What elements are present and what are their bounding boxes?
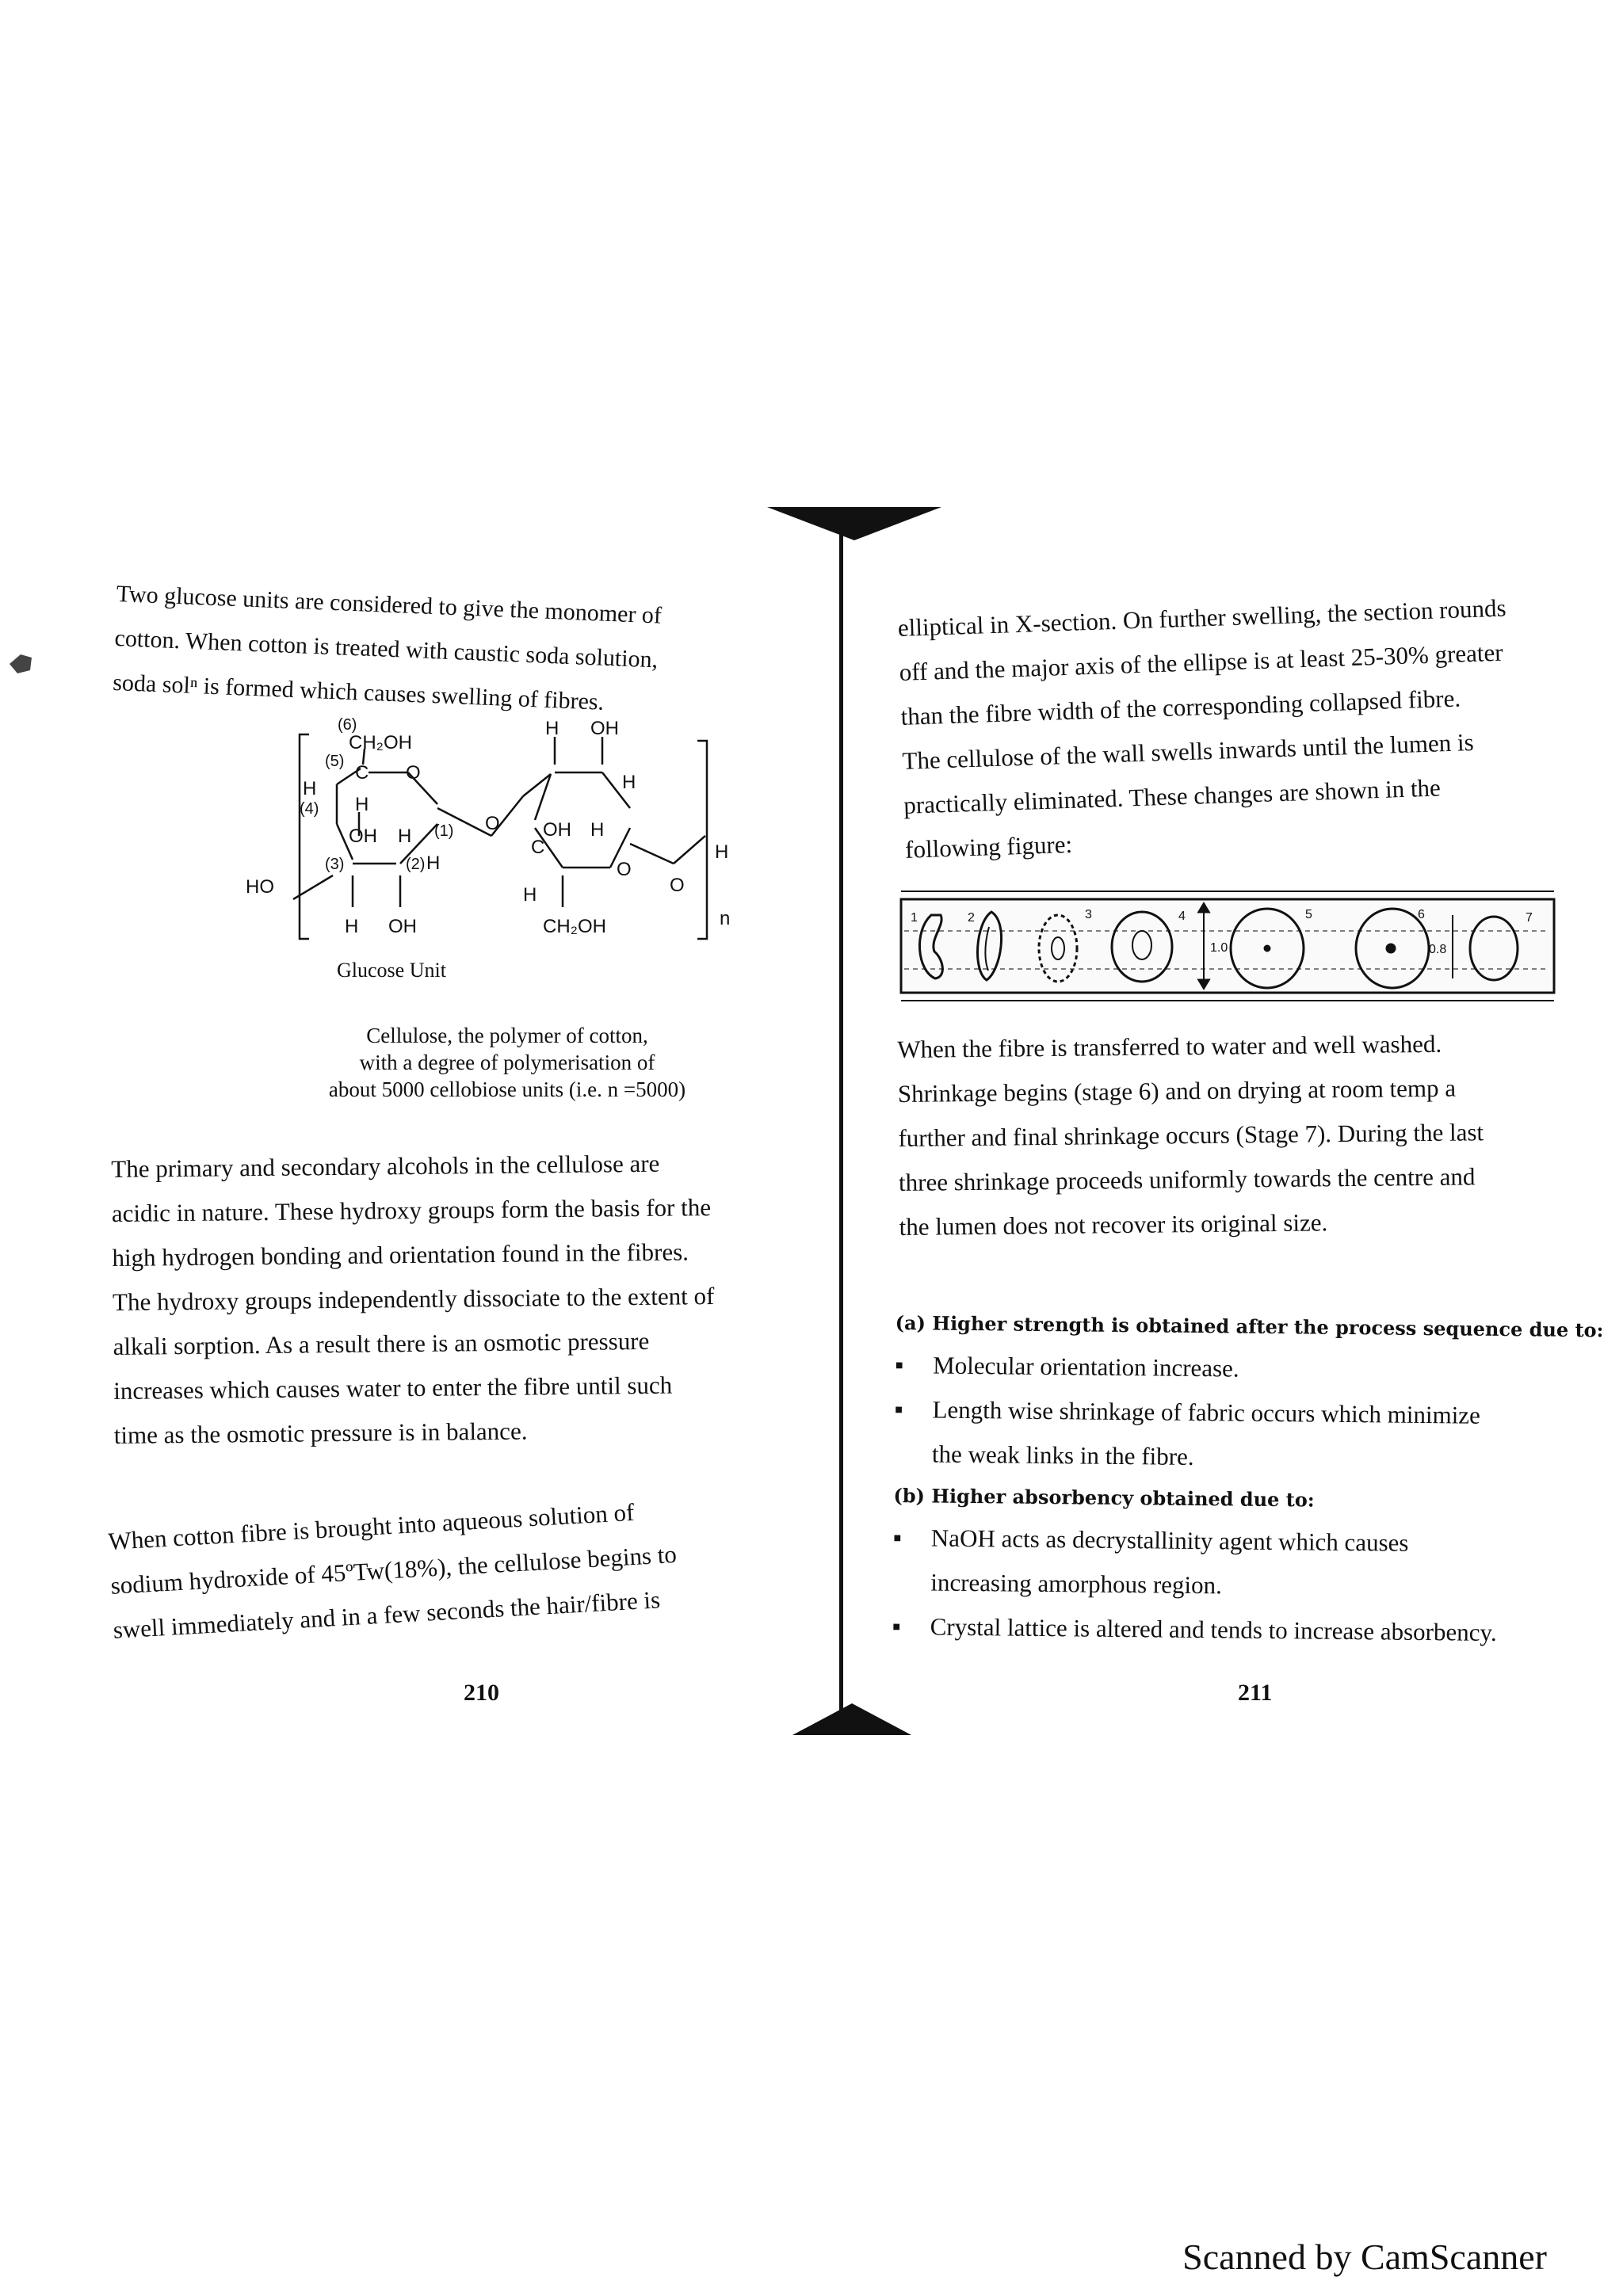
bullet-icon: ▪ [892,1611,901,1641]
text-line: off and the major axis of the ellipse is at least 25-30% greater [899,638,1504,686]
structure-label: H [355,794,369,815]
scanner-watermark: Scanned by CamScanner [1182,2237,1547,2277]
stage-label: 3 [1085,908,1092,921]
structure-label: OH [388,916,417,937]
text-line: The hydroxy groups independently dissociate to the extent of [112,1282,715,1316]
structure-label: O [670,875,685,896]
stage-label: 0.8 [1429,943,1447,956]
structure-label: n [720,908,731,929]
stage-label: 5 [1305,908,1312,921]
list-item [892,1516,1602,1611]
structure-label: H [303,778,317,799]
text-line: Shrinkage begins (stage 6) and on drying at room temp a [897,1074,1457,1108]
text-line: swell immediately and in a few seconds the hair/fibre is [112,1585,661,1644]
structure-label: (2) [406,856,426,873]
left-hydroxy-paragraph [111,1141,716,1458]
left-page-number: 210 [464,1680,499,1706]
list-item [894,1387,1603,1483]
list-item [892,1604,1600,1656]
structure-label: O [617,859,632,880]
structure-label: OH [590,718,619,739]
structure-label: (5) [325,753,345,770]
list-item [895,1343,1603,1394]
left-intro-paragraph [112,572,663,727]
bullet-text: Crystal lattice is altered and tends to increase absorbency. [930,1612,1497,1646]
structure-label: H [590,819,605,841]
text-line: further and final shrinkage occurs (Stage 7). During the last [898,1118,1484,1152]
structure-label: (3) [325,856,345,873]
structure-label: H [345,916,359,937]
right-shrinkage-paragraph [897,1021,1485,1249]
right-swelling-paragraph [897,586,1514,872]
structure-label: H [622,772,636,793]
stage-label: 6 [1418,908,1425,921]
structure-label: HO [246,876,274,898]
structure-label: CH₂OH [543,916,606,937]
bullet-icon: ▪ [892,1523,903,1552]
text-line: When the fibre is transferred to water and well washed. [897,1029,1442,1063]
heading-higher-strength: (a) Higher strength is obtained after the process sequence due to: [895,1310,1604,1342]
bullet-icon: ▪ [895,1350,904,1379]
structure-label: CH₂OH [349,732,412,753]
caption-line: Cellulose, the polymer of cotton, [366,1024,648,1047]
properties-list [892,1303,1603,1656]
fibre-swelling-figure [899,883,1557,1010]
text-line: soda solⁿ is formed which causes swelling of fibres. [112,669,605,715]
structure-label: (1) [434,822,454,840]
stage-label: 1 [911,911,918,925]
text-line: the lumen does not recover its original size. [899,1208,1328,1241]
structure-label: C [355,762,369,784]
glucose-unit-label: Glucose Unit [337,959,446,982]
text-line: increases which causes water to enter the fibre until such [113,1371,673,1405]
cellulose-structure-diagram [230,717,745,955]
bullet-text: the weak links in the fibre. [931,1440,1194,1470]
structure-label: OH [543,819,571,841]
caption-line: about 5000 cellobiose units (i.e. n =5000) [328,1077,686,1101]
structure-caption [293,1022,721,1103]
structure-label: H [715,841,729,863]
text-line: Two glucose units are considered to give the monomer of [116,580,663,629]
stage-label: 1.0 [1210,941,1228,955]
stage-label: 7 [1526,911,1533,925]
structure-label: H [523,884,537,906]
text-line: practically eliminated. These changes are shown in the [903,773,1442,819]
structure-label: O [406,762,421,784]
structure-label: (6) [338,717,357,734]
bullet-text: NaOH acts as decrystallinity agent which causes [930,1524,1409,1557]
left-naoh-paragraph [107,1488,680,1653]
text-line: acidic in nature. These hydroxy groups form the basis for the [111,1193,712,1227]
bullet-text: Molecular orientation increase. [933,1351,1239,1383]
page-edge-mark-icon [6,650,35,678]
text-line: following figure: [904,830,1073,864]
text-line: than the fibre width of the corresponding collapsed fibre. [900,684,1461,730]
stage-label: 2 [968,911,975,925]
stage-label: 4 [1178,910,1186,923]
text-line: three shrinkage proceeds uniformly towards the centre and [898,1162,1476,1196]
right-page-number: 211 [1238,1680,1273,1706]
text-line: high hydrogen bonding and orientation found in the fibres. [112,1238,689,1272]
structure-label: (4) [300,800,319,818]
text-line: sodium hydroxide of 45ºTw(18%), the cellulose begins to [109,1539,678,1600]
heading-higher-absorbency: (b) Higher absorbency obtained due to: [893,1483,1315,1512]
structure-label: H [426,852,441,874]
bullet-text: increasing amorphous region. [930,1568,1223,1600]
caption-line: with a degree of polymerisation of [359,1051,655,1074]
structure-label: OH [349,826,377,847]
text-line: The cellulose of the wall swells inwards until the lumen is [901,727,1475,775]
bullet-icon: ▪ [894,1394,903,1424]
structure-label: O [485,813,500,834]
bullet-text: Length wise shrinkage of fabric occurs which minimize [932,1395,1480,1429]
spine-bottom-shadow [792,1703,911,1735]
spine-top-shadow [767,499,941,547]
structure-label: C [531,837,545,858]
structure-label: H [545,718,559,739]
text-line: alkali sorption. As a result there is an osmotic pressure [113,1326,650,1360]
book-spine [839,519,843,1719]
text-line: cotton. When cotton is treated with caustic soda solution, [113,624,659,673]
text-line: The primary and secondary alcohols in the cellulose are [111,1149,660,1183]
text-line: time as the osmotic pressure is in balance. [113,1417,528,1449]
structure-label: H [398,826,412,847]
text-line: When cotton fibre is brought into aqueous solution of [107,1497,636,1555]
text-line: elliptical in X-section. On further swelling, the section rounds [897,593,1507,642]
